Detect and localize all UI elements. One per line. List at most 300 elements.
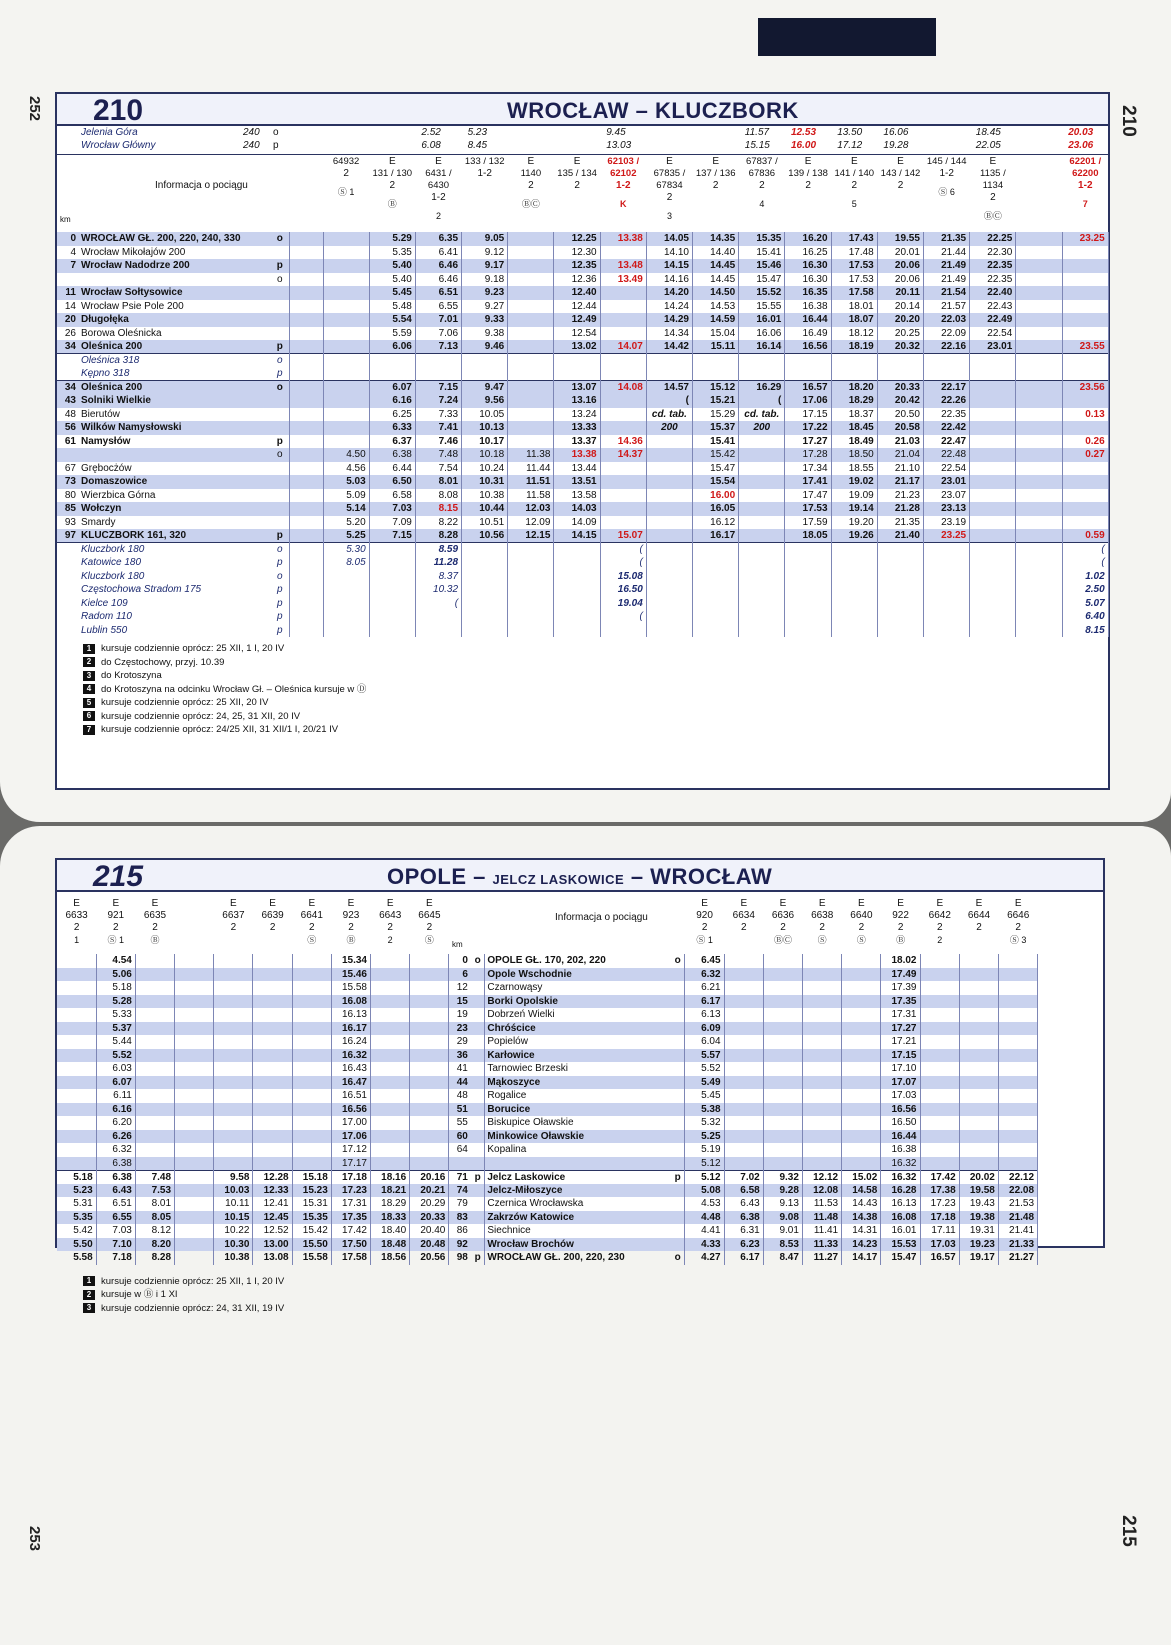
train-class: 2 [937,922,943,933]
time-cell: 5.37 [96,1022,135,1036]
time-cell: 14.05 [646,232,692,246]
time-cell [1016,232,1062,246]
time-cell: 11.38 [508,448,554,462]
time-cell: 9.08 [763,1211,802,1225]
time-cell [1062,259,1108,273]
pre-time: 16.06 [883,127,909,138]
time-cell: 5.42 [57,1224,96,1238]
time-cell: 6.35 [415,232,461,246]
time-cell [600,462,646,476]
train-column-header [600,156,646,210]
time-cell: ( [739,394,785,408]
time-cell [1016,475,1062,489]
spacer [289,475,323,489]
train-column-header [959,898,998,934]
page-number-bottom: 253 [26,1525,44,1552]
time-cell: 22.54 [923,462,969,476]
time-cell [646,435,692,449]
time-cell: 22.40 [970,286,1016,300]
train-class: 2 [897,180,904,191]
station-name: Czarnowąsy [487,982,543,994]
time-cell: 6.07 [369,381,415,395]
arrival-departure-marker [671,1184,685,1198]
time-cell: 7.10 [96,1238,135,1252]
time-cell: 9.56 [462,394,508,408]
train-number: 135 / 134 [557,168,597,179]
time-cell [842,995,881,1009]
time-cell [1062,502,1108,516]
time-cell [371,1049,410,1063]
time-cell: 7.02 [724,1170,763,1184]
time-cell: 16.25 [785,246,831,260]
time-cell [646,448,692,462]
time-cell: 18.40 [371,1224,410,1238]
time-cell: 21.49 [923,273,969,287]
time-cell [410,981,449,995]
time-cell [1016,367,1062,381]
arrival-departure-marker: p [271,529,289,543]
arrival-departure-marker: p [271,340,289,354]
time-cell: 17.39 [881,981,920,995]
pre-time: 20.03 [1068,127,1094,138]
time-cell [739,462,785,476]
train-column-header [253,898,292,934]
table-title [387,864,772,890]
station-name: Dobrzeń Wielki [487,1009,555,1021]
time-cell: ( [415,597,461,611]
station-name: Rogalice [487,1090,527,1102]
train-mark: ⒷⒸ [983,211,1002,221]
time-cell [802,1089,841,1103]
time-cell: 12.35 [554,259,600,273]
table-row [57,354,1108,368]
time-cell [554,367,600,381]
time-cell: 8.08 [415,489,461,503]
time-cell: 9.17 [462,259,508,273]
arrival-departure-marker: o [471,954,485,968]
footnote-text: kursuje codziennie oprócz: 24, 31 XII, 19 IV [101,1302,285,1314]
time-cell: 21.48 [998,1211,1037,1225]
arrival-departure-marker [671,1224,685,1238]
time-cell: 10.38 [214,1251,253,1265]
time-cell [739,367,785,381]
time-cell: 16.35 [785,286,831,300]
time-cell [554,354,600,368]
table-row [57,954,1038,968]
time-cell [785,610,831,624]
train-column-header [323,156,369,198]
spacer [289,489,323,503]
arrival-departure-marker: p [271,435,289,449]
time-cell [323,421,369,435]
time-cell [175,1076,214,1090]
time-cell [292,1116,331,1130]
time-cell: 9.01 [763,1224,802,1238]
time-cell [724,1089,763,1103]
station-name: Wilków Namysłowski [79,421,271,435]
train-class: 2 [309,922,315,933]
pre-ap: p [273,140,279,151]
spacer [289,610,323,624]
train-number: 6644 [967,910,991,921]
time-cell [508,259,554,273]
time-cell: 6.58 [369,489,415,503]
time-cell: 15.47 [693,462,739,476]
time-cell: 6.37 [369,435,415,449]
time-cell: 23.56 [1062,381,1108,395]
train-number: 62103 / 62102 [607,156,640,179]
time-cell [410,968,449,982]
time-cell: cd. tab. [646,408,692,422]
time-cell [998,1143,1037,1157]
time-cell [323,597,369,611]
spacer [289,273,323,287]
time-cell: 21.17 [877,475,923,489]
time-cell [959,1089,998,1103]
arrival-departure-marker [271,502,289,516]
time-cell: 16.17 [331,1022,370,1036]
table-row [57,1130,1038,1144]
footnote-badge: 1 [83,644,95,654]
spacer [289,232,323,246]
station-name: Domaszowice [79,475,271,489]
station-name: Opole Wschodnie [485,968,671,982]
table-row [57,327,1108,341]
time-cell [292,1089,331,1103]
time-cell: 4.41 [685,1224,724,1238]
time-cell [920,1157,959,1171]
train-class: 2 [73,922,80,933]
station-name: Borki Opolskie [485,995,671,1009]
arrival-departure-marker: p [271,556,289,570]
time-cell: 16.13 [331,1008,370,1022]
station-name: Wrocław Psie Pole 200 [81,300,184,312]
km-cell: 97 [57,529,79,543]
train-number: 6431 / 6430 [425,168,452,191]
time-cell: 14.07 [600,340,646,354]
time-cell: 17.31 [331,1197,370,1211]
time-cell [214,1049,253,1063]
train-class: 1-2 [477,168,492,179]
pre-time: 11.57 [744,127,770,138]
time-cell [554,610,600,624]
table-row [57,435,1108,449]
time-cell: 14.09 [554,516,600,530]
train-mark: Ⓢ 1 [337,187,355,197]
train-category: E [230,898,237,909]
time-cell [970,610,1016,624]
time-cell: 16.32 [331,1049,370,1063]
time-cell: 16.06 [739,327,785,341]
train-number: 923 [342,910,360,921]
train-mark: Ⓑ [387,199,397,209]
header-divider [57,154,1108,155]
time-cell [410,1076,449,1090]
time-cell: 11.58 [508,489,554,503]
km-cell: 4 [70,246,76,258]
time-cell: 20.25 [877,327,923,341]
time-cell: 6.46 [415,273,461,287]
time-cell [802,1103,841,1117]
time-cell [959,1103,998,1117]
arrival-departure-marker: p [471,1251,485,1265]
time-cell: 8.59 [415,543,461,557]
table-row [57,462,1108,476]
time-cell [410,995,449,1009]
time-cell [646,597,692,611]
train-column-header [371,898,410,946]
time-cell: 11.53 [802,1197,841,1211]
time-cell: 15.37 [693,421,739,435]
time-cell: 11.41 [802,1224,841,1238]
time-cell: 20.01 [877,246,923,260]
time-cell: 5.12 [685,1157,724,1171]
time-cell: 21.53 [998,1197,1037,1211]
train-class: 2 [528,180,534,191]
footnote-badge: 2 [83,657,95,667]
time-cell: 22.30 [970,246,1016,260]
arrival-departure-marker [671,1049,685,1063]
footnote [83,1275,284,1289]
time-cell: 19.23 [959,1238,998,1252]
time-cell: 22.08 [998,1184,1037,1198]
time-cell [175,1143,214,1157]
train-number: 920 [696,910,713,921]
arrival-departure-marker [671,1116,685,1130]
time-cell [970,394,1016,408]
train-info-label: Informacja o pociągu [155,180,248,191]
time-cell: 5.52 [685,1062,724,1076]
train-column-header [881,898,920,946]
time-cell [415,354,461,368]
time-cell [877,597,923,611]
time-cell [842,981,881,995]
time-cell: 17.23 [331,1184,370,1198]
time-cell: 20.14 [877,300,923,314]
train-column-header [135,898,174,946]
time-cell [785,597,831,611]
time-cell: 17.53 [831,259,877,273]
time-cell [214,1076,253,1090]
time-cell [831,597,877,611]
time-cell [970,354,1016,368]
train-number: 141 / 140 [834,168,875,179]
train-class: 2 [348,922,354,933]
time-cell [724,1049,763,1063]
arrival-departure-marker [471,1143,485,1157]
time-cell: 5.31 [57,1197,96,1211]
time-cell: 7.03 [369,502,415,516]
time-cell: 17.15 [785,408,831,422]
km-cell [57,354,79,368]
title-part: – WROCŁAW [624,864,773,889]
time-cell [970,408,1016,422]
station-name: Kluczbork 180 [79,543,271,557]
time-cell [739,489,785,503]
time-cell [923,597,969,611]
time-cell: 18.20 [831,381,877,395]
time-cell [739,610,785,624]
time-cell: 6.32 [685,968,724,982]
train-category: E [936,898,944,909]
time-cell [1016,448,1062,462]
train-class: 1-2 [616,180,631,191]
station-name: Wrocław Brochów [485,1238,671,1252]
time-cell: 6.38 [369,448,415,462]
time-cell [923,367,969,381]
time-cell [998,954,1037,968]
time-cell [1016,543,1062,557]
table-row [57,273,1108,287]
arrival-departure-marker [471,1035,485,1049]
time-cell [600,502,646,516]
time-cell: 18.48 [371,1238,410,1252]
time-cell: 6.26 [96,1130,135,1144]
time-cell [724,1076,763,1090]
time-cell [1062,516,1108,530]
time-cell [369,556,415,570]
arrival-departure-marker: p [271,367,289,381]
time-cell [920,1116,959,1130]
time-cell [323,273,369,287]
time-cell: 17.07 [881,1076,920,1090]
time-cell [763,968,802,982]
train-mark: Ⓑ [150,935,160,945]
time-cell: 20.32 [877,340,923,354]
time-cell: 18.05 [785,529,831,543]
time-cell [920,1103,959,1117]
pre-time: 2.52 [421,127,441,138]
time-cell [646,529,692,543]
pre-time: 5.23 [467,127,488,138]
time-cell [646,556,692,570]
train-mark: 4 [759,199,765,209]
station-name: Smardy [81,516,116,528]
time-cell: 22.43 [970,300,1016,314]
time-cell: 6.16 [369,394,415,408]
footnote [83,696,366,710]
time-cell: 18.16 [371,1170,410,1184]
time-cell [600,394,646,408]
arrival-departure-marker [271,286,289,300]
arrival-departure-marker [471,1089,485,1103]
time-cell [998,1062,1037,1076]
time-cell: 21.10 [877,462,923,476]
time-cell [842,1022,881,1036]
time-cell: 16.01 [739,313,785,327]
station-name: Oleśnica 200 [79,340,271,354]
time-cell: 0.13 [1062,408,1108,422]
time-cell [923,610,969,624]
time-cell [600,354,646,368]
time-cell: 10.03 [214,1184,253,1198]
arrival-departure-marker [671,1238,685,1252]
train-class: 2 [759,180,765,191]
time-cell: 20.16 [410,1170,449,1184]
time-cell [410,1130,449,1144]
time-cell [1016,286,1062,300]
time-cell: 12.36 [554,273,600,287]
train-number: 922 [892,910,909,921]
time-cell [135,1116,174,1130]
time-cell: 5.45 [685,1089,724,1103]
time-cell: 14.53 [693,300,739,314]
train-column-header [803,898,842,946]
time-cell [831,543,877,557]
km-cell: 80 [64,489,76,501]
time-cell: 5.32 [685,1116,724,1130]
time-cell: 17.27 [881,1022,920,1036]
time-cell [57,1076,96,1090]
arrival-departure-marker [271,475,289,489]
time-cell [214,1157,253,1171]
train-number: 6646 [1007,910,1030,921]
time-cell: 20.42 [877,394,923,408]
time-cell: 13.44 [554,462,600,476]
time-cell [292,1022,331,1036]
time-cell [175,1197,214,1211]
arrival-departure-marker: o [671,1251,685,1265]
time-cell: 8.20 [135,1238,174,1252]
time-cell [135,995,174,1009]
time-cell [646,610,692,624]
time-cell [214,1130,253,1144]
train-class: 2 [343,168,349,179]
arrival-departure-marker [471,1076,485,1090]
time-cell [646,489,692,503]
time-cell [323,624,369,638]
time-cell [323,286,369,300]
time-cell [600,421,646,435]
time-cell [923,556,969,570]
time-cell [923,354,969,368]
time-cell: 19.20 [831,516,877,530]
time-cell: 13.02 [554,340,600,354]
time-cell: 15.58 [292,1251,331,1265]
table-row [57,421,1108,435]
train-category: E [989,156,997,167]
time-cell: 7.53 [135,1184,174,1198]
train-class: 2 [701,922,708,933]
time-cell [739,354,785,368]
time-cell: 7.15 [415,381,461,395]
time-cell: 5.33 [96,1008,135,1022]
train-info-label: Informacja o pociągu [555,912,648,923]
train-mark: 2 [937,935,943,945]
arrival-departure-marker [471,1062,485,1076]
time-cell: 12.45 [253,1211,292,1225]
footnote [83,710,366,724]
time-cell: 15.41 [739,246,785,260]
train-mark: 3 [666,211,672,221]
time-cell [693,597,739,611]
arrival-departure-marker: o [271,570,289,584]
time-cell: 18.29 [831,394,877,408]
time-cell: 23.55 [1062,340,1108,354]
time-cell [600,367,646,381]
time-cell: 17.12 [331,1143,370,1157]
time-cell [877,583,923,597]
time-cell: 14.24 [646,300,692,314]
train-number: 6637 [222,910,245,921]
time-cell: 15.42 [693,448,739,462]
time-cell: 10.13 [462,421,508,435]
time-cell [462,583,508,597]
time-cell: 14.29 [646,313,692,327]
time-cell: 5.52 [96,1049,135,1063]
arrival-departure-marker [671,1211,685,1225]
table-row [57,1238,1038,1252]
